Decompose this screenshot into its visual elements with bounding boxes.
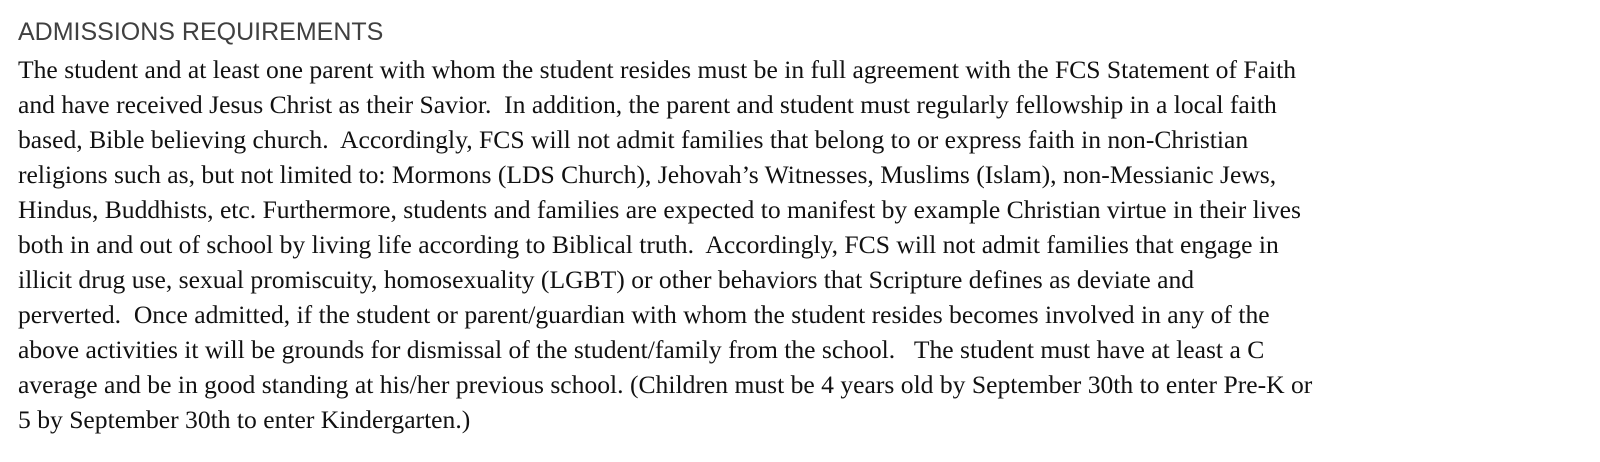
paragraph-line: perverted. Once admitted, if the student or parent/guardian with whom the student resides becomes involved in any of the: [18, 300, 1270, 329]
section-heading: ADMISSIONS REQUIREMENTS: [18, 18, 384, 46]
document-page: [18, 14, 1588, 437]
admissions-paragraph: [18, 52, 1588, 437]
paragraph-line: and have received Jesus Christ as their Savior. In addition, the parent and student must regularly fellowship in a local faith: [18, 90, 1277, 119]
paragraph-line: 5 by September 30th to enter Kindergarten.): [18, 405, 471, 434]
paragraph-line: both in and out of school by living life according to Biblical truth. Accordingly, FCS will not admit families that engage in: [18, 230, 1279, 259]
paragraph-line: above activities it will be grounds for dismissal of the student/family from the school. The student must have at least a C: [18, 335, 1265, 364]
paragraph-line: average and be in good standing at his/her previous school. (Children must be 4 years old by September 30th to enter Pre-K or: [18, 370, 1313, 399]
paragraph-line: illicit drug use, sexual promiscuity, homosexuality (LGBT) or other behaviors that Scripture defines as deviate and: [18, 265, 1195, 294]
paragraph-line: religions such as, but not limited to: Mormons (LDS Church), Jehovah’s Witnesses, Muslims (Islam), non-Messianic Jews,: [18, 160, 1277, 189]
paragraph-line: based, Bible believing church. Accordingly, FCS will not admit families that belong to or express faith in non-Christian: [18, 125, 1249, 154]
paragraph-line: Hindus, Buddhists, etc. Furthermore, students and families are expected to manifest by example Christian virtue in their lives: [18, 195, 1301, 224]
paragraph-line: The student and at least one parent with whom the student resides must be in full agreement with the FCS Statement of Faith: [18, 55, 1297, 84]
